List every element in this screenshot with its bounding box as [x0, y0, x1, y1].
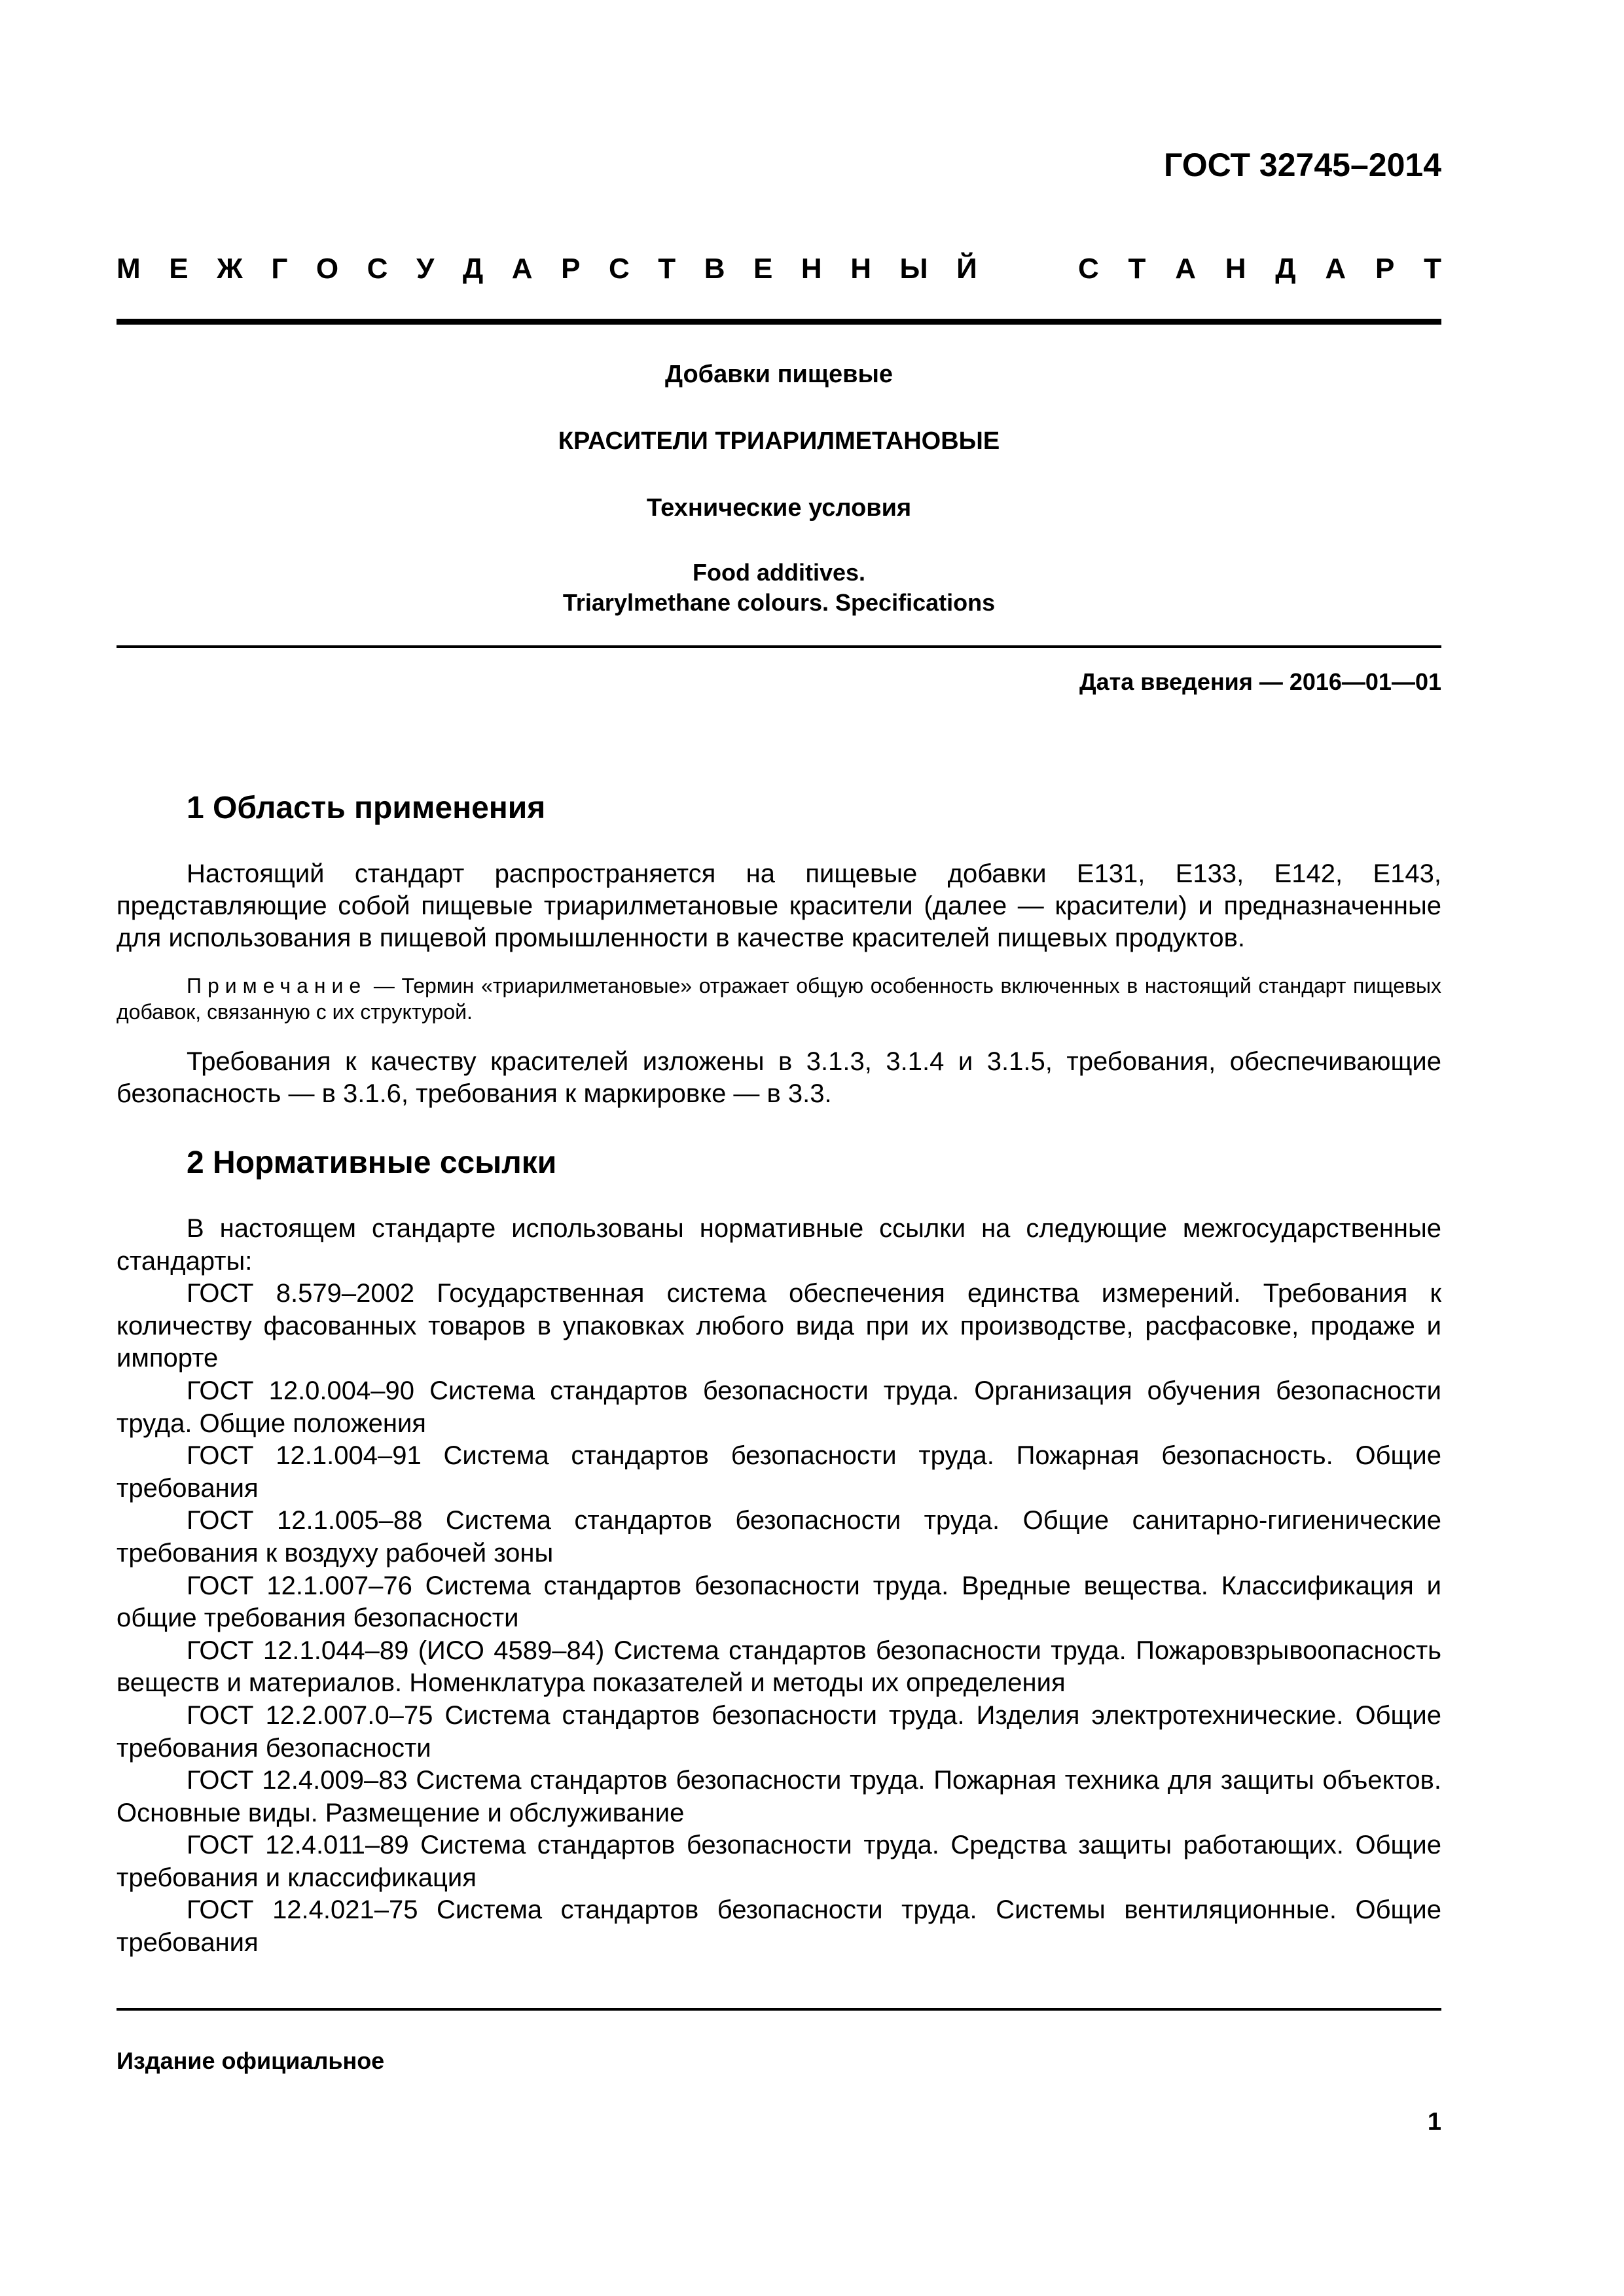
- page-number: 1: [1427, 2108, 1441, 2136]
- heading-letter: Т: [658, 253, 676, 285]
- footer-divider: [117, 2008, 1441, 2011]
- heading-letter: Н: [850, 253, 871, 285]
- heading-letter: Т: [1128, 253, 1146, 285]
- header-divider: [117, 319, 1441, 325]
- reference-item: ГОСТ 12.1.004–91 Система стандартов безопасности труда. Пожарная безопасность. Общие требования: [117, 1441, 1441, 1503]
- heading-letter: Т: [1424, 253, 1441, 285]
- official-edition-label: Издание официальное: [117, 2047, 385, 2074]
- introduction-date: Дата введения — 2016—01—01: [1079, 668, 1441, 695]
- heading-letter: Й: [956, 253, 977, 285]
- heading-letter: Р: [561, 253, 581, 285]
- title-specifications: Технические условия: [646, 494, 912, 522]
- reference-item: ГОСТ 12.1.005–88 Система стандартов безопасности труда. Общие санитарно-гигиенические требования к воздуху рабочей зоны: [117, 1506, 1441, 1568]
- title-food-additives: Добавки пищевые: [664, 361, 893, 388]
- reference-item: ГОСТ 12.4.011–89 Система стандартов безопасности труда. Средства защиты работающих. Общие требования и классификация: [117, 1831, 1441, 1892]
- heading-letter: Р: [1375, 253, 1395, 285]
- normative-references: [117, 1213, 1441, 1960]
- interstate-standard-heading: [117, 251, 1441, 287]
- standard-word: [1078, 251, 1441, 287]
- reference-item: ГОСТ 12.4.009–83 Система стандартов безопасности труда. Пожарная техника для защиты объектов. Основные виды. Размещение и обслуживание: [117, 1766, 1441, 1827]
- heading-letter: А: [1325, 253, 1346, 285]
- section-2-heading: 2 Нормативные ссылки: [187, 1145, 557, 1180]
- heading-letter: С: [608, 253, 630, 285]
- reference-item: ГОСТ 12.0.004–90 Система стандартов безопасности труда. Организация обучения безопасности труда. Общие положения: [117, 1376, 1441, 1438]
- standard-code: ГОСТ 32745–2014: [1164, 147, 1441, 183]
- references-intro: В настоящем стандарте использованы нормативные ссылки на следующие межгосударственные стандарты:: [117, 1214, 1441, 1276]
- scope-paragraph: Настоящий стандарт распространяется на пищевые добавки Е131, Е133, Е142, Е143, представляющие собой пищевые триарилметановые красители (далее — красители) и предназначенные для использования в пищевой промышленности в качестве красителей пищевых продуктов.: [117, 859, 1441, 952]
- note-text: — Термин «триарилметановые» отражает общую особенность включенных в настоящий стандарт пищевых добавок, связанную с их структурой.: [117, 974, 1441, 1024]
- heading-letter: О: [316, 253, 339, 285]
- note-label: Примечание: [187, 974, 367, 997]
- heading-letter: Е: [169, 253, 189, 285]
- reference-item: ГОСТ 12.4.021–75 Система стандартов безопасности труда. Системы вентиляционные. Общие требования: [117, 1895, 1441, 1958]
- reference-item: ГОСТ 12.1.044–89 (ИСО 4589–84) Система стандартов безопасности труда. Пожаровзрывоопасность веществ и материалов. Номенклатура показателей и методы их определения: [117, 1636, 1441, 1698]
- heading-letter: М: [117, 253, 141, 285]
- heading-letter: Н: [1225, 253, 1246, 285]
- english-title-line-1: Food additives.: [692, 559, 866, 586]
- reference-item: ГОСТ 8.579–2002 Государственная система обеспечения единства измерений. Требования к количеству фасованных товаров в упаковках любого вида при их производстве, расфасовке, продаже и импорте: [117, 1279, 1441, 1373]
- section-1-heading: 1 Область применения: [187, 791, 546, 825]
- title-colours: КРАСИТЕЛИ ТРИАРИЛМЕТАНОВЫЕ: [558, 427, 1000, 455]
- interstate-word: [117, 251, 977, 287]
- section-1-paragraph-2: [117, 1046, 1441, 1110]
- section-1-note: [117, 973, 1441, 1025]
- english-title-line-2: Triarylmethane colours. Specifications: [562, 589, 996, 616]
- heading-letter: Ы: [899, 253, 928, 285]
- heading-letter: Д: [1275, 253, 1296, 285]
- section-1-paragraph-1: [117, 858, 1441, 954]
- heading-letter: А: [511, 253, 533, 285]
- heading-letter: У: [416, 253, 435, 285]
- title-divider: [117, 645, 1441, 648]
- heading-letter: С: [1078, 253, 1099, 285]
- requirements-paragraph: Требования к качеству красителей изложены в 3.1.3, 3.1.4 и 3.1.5, требования, обеспечивающие безопасность — в 3.1.6, требования к маркировке — в 3.3.: [117, 1047, 1441, 1108]
- reference-item: ГОСТ 12.2.007.0–75 Система стандартов безопасности труда. Изделия электротехнические. Общие требования безопасности: [117, 1700, 1441, 1763]
- heading-letter: Д: [462, 253, 484, 285]
- heading-letter: Е: [753, 253, 773, 285]
- heading-letter: Н: [801, 253, 822, 285]
- heading-letter: Ж: [217, 253, 243, 285]
- heading-letter: Г: [271, 253, 288, 285]
- heading-letter: А: [1175, 253, 1196, 285]
- heading-letter: В: [704, 253, 725, 285]
- reference-item: ГОСТ 12.1.007–76 Система стандартов безопасности труда. Вредные вещества. Классификация и общие требования безопасности: [117, 1571, 1441, 1633]
- heading-letter: С: [367, 253, 388, 285]
